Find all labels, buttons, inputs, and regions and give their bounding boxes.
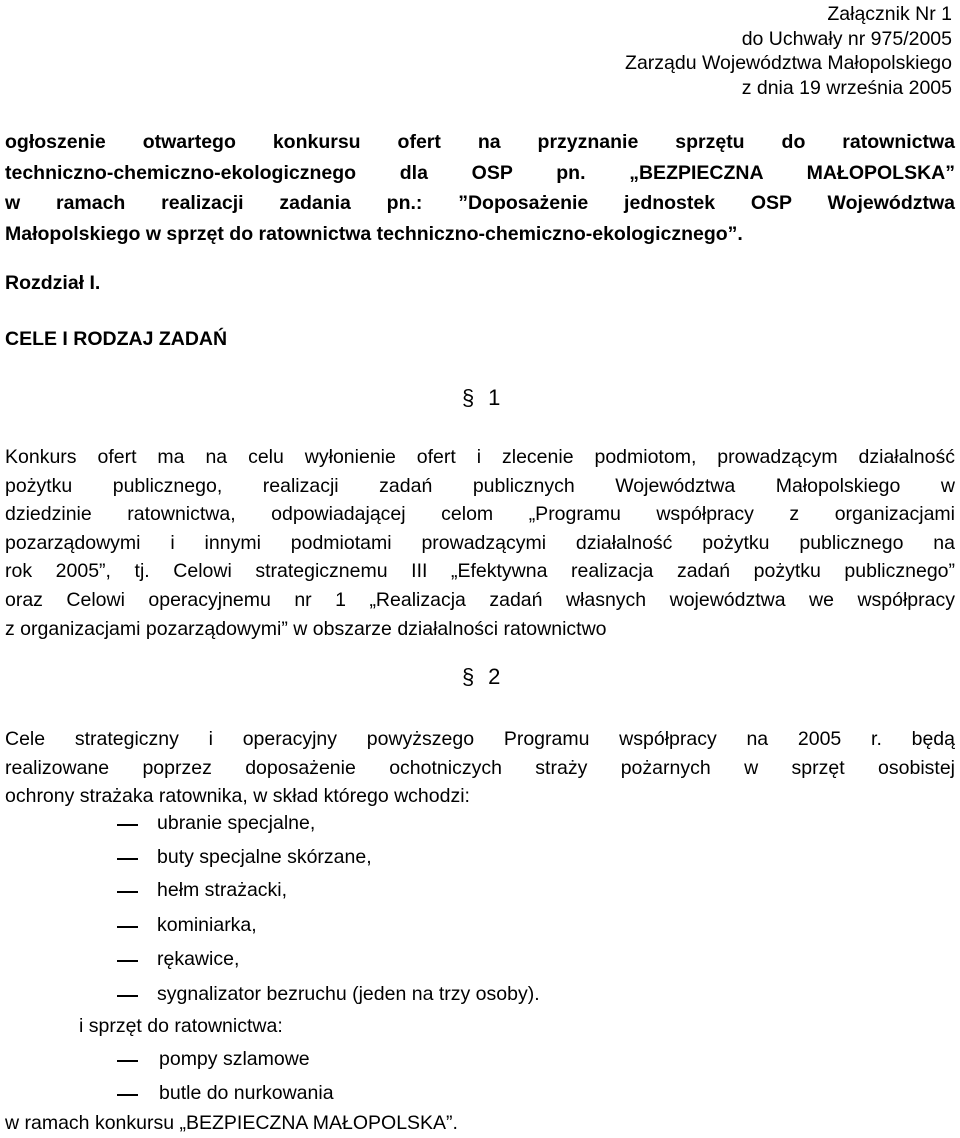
paragraph-line: z organizacjami pozarządowymi” w obszarze działalności ratownictwo [5,617,607,640]
heading-line: Małopolskiego w sprzęt do ratownictwa techniczno-chemiczno-ekologicznego”. [5,222,743,245]
section-2-marker [462,664,500,690]
paragraph-line: Konkurs ofert ma na celu wyłonienie ofert i zlecenie podmiotom, prowadzącym działalność [5,446,955,468]
paragraph-line: realizowane poprzez doposażenie ochotniczych straży pożarnych w sprzęt osobistej [5,756,955,779]
annex-line-1: Załącznik Nr 1 [827,3,952,25]
paragraph-line: oraz Celowi operacyjnemu nr 1 „Realizacja zadań własnych województwa we współpracy [5,588,955,611]
dash-bullet [117,891,138,893]
dash-bullet [117,960,138,962]
section-1-marker [462,385,500,411]
annex-line-4: z dnia 19 września 2005 [741,76,952,99]
paragraph-line: rok 2005”, tj. Celowi strategicznemu III „Efektywna realizacja zadań pożytku publicznego” [5,560,955,583]
paragraph-line: ochrony strażaka ratownika, w skład którego wchodzi: [5,785,470,808]
section-number: 1 [488,385,501,410]
dash-bullet [117,824,138,826]
annex-line-2: do Uchwały nr 975/2005 [741,27,952,50]
dash-bullet [117,858,138,860]
paragraph-line: pozarządowymi i innymi podmiotami prowadzącymi działalność pożytku publicznego na [5,531,955,554]
dash-bullet [117,1060,138,1062]
heading-line: w ramach realizacji zadania pn.: ”Doposażenie jednostek OSP Województwa [5,192,955,214]
closing-line: w ramach konkursu „BEZPIECZNA MAŁOPOLSKA”. [5,1112,458,1134]
list-item-text: rękawice, [157,948,240,970]
list-item-text: butle do nurkowania [159,1082,334,1104]
section-symbol: § [462,664,475,689]
heading-line: techniczno-chemiczno-ekologicznego dla OSP pn. „BEZPIECZNA MAŁOPOLSKA” [5,161,955,184]
equipment-intro: i sprzęt do ratownictwa: [79,1015,283,1037]
paragraph-1 [5,443,955,643]
chapter-title: CELE I RODZAJ ZADAŃ [5,328,228,350]
paragraph-line: pożytku publicznego, realizacji zadań publicznych Województwa Małopolskiego w [5,474,955,497]
dash-bullet [117,995,138,997]
list-item-text: kominiarka, [157,914,257,936]
chapter-number: Rozdział I. [5,272,101,294]
paragraph-line: Cele strategiczny i operacyjny powyższego Programu współpracy na 2005 r. będą [5,728,955,750]
paragraph-line: dziedzinie ratownictwa, odpowiadającej celom „Programu współpracy z organizacjami [5,503,955,526]
section-symbol: § [462,385,475,410]
dash-bullet [117,926,138,928]
list-item-text: ubranie specjalne, [157,812,316,834]
list-item-text: hełm strażacki, [157,879,288,901]
section-number: 2 [488,664,501,689]
list-item-text: pompy szlamowe [159,1048,310,1070]
heading-line: ogłoszenie otwartego konkursu ofert na przyznanie sprzętu do ratownictwa [5,131,955,153]
annex-header [625,2,952,100]
dash-bullet [117,1094,138,1096]
announcement-heading [5,127,955,249]
paragraph-2 [5,725,955,811]
list-item-text: buty specjalne skórzane, [157,846,372,868]
list-item-text: sygnalizator bezruchu (jeden na trzy osoby). [157,983,540,1005]
annex-line-3: Zarządu Województwa Małopolskiego [625,52,952,74]
